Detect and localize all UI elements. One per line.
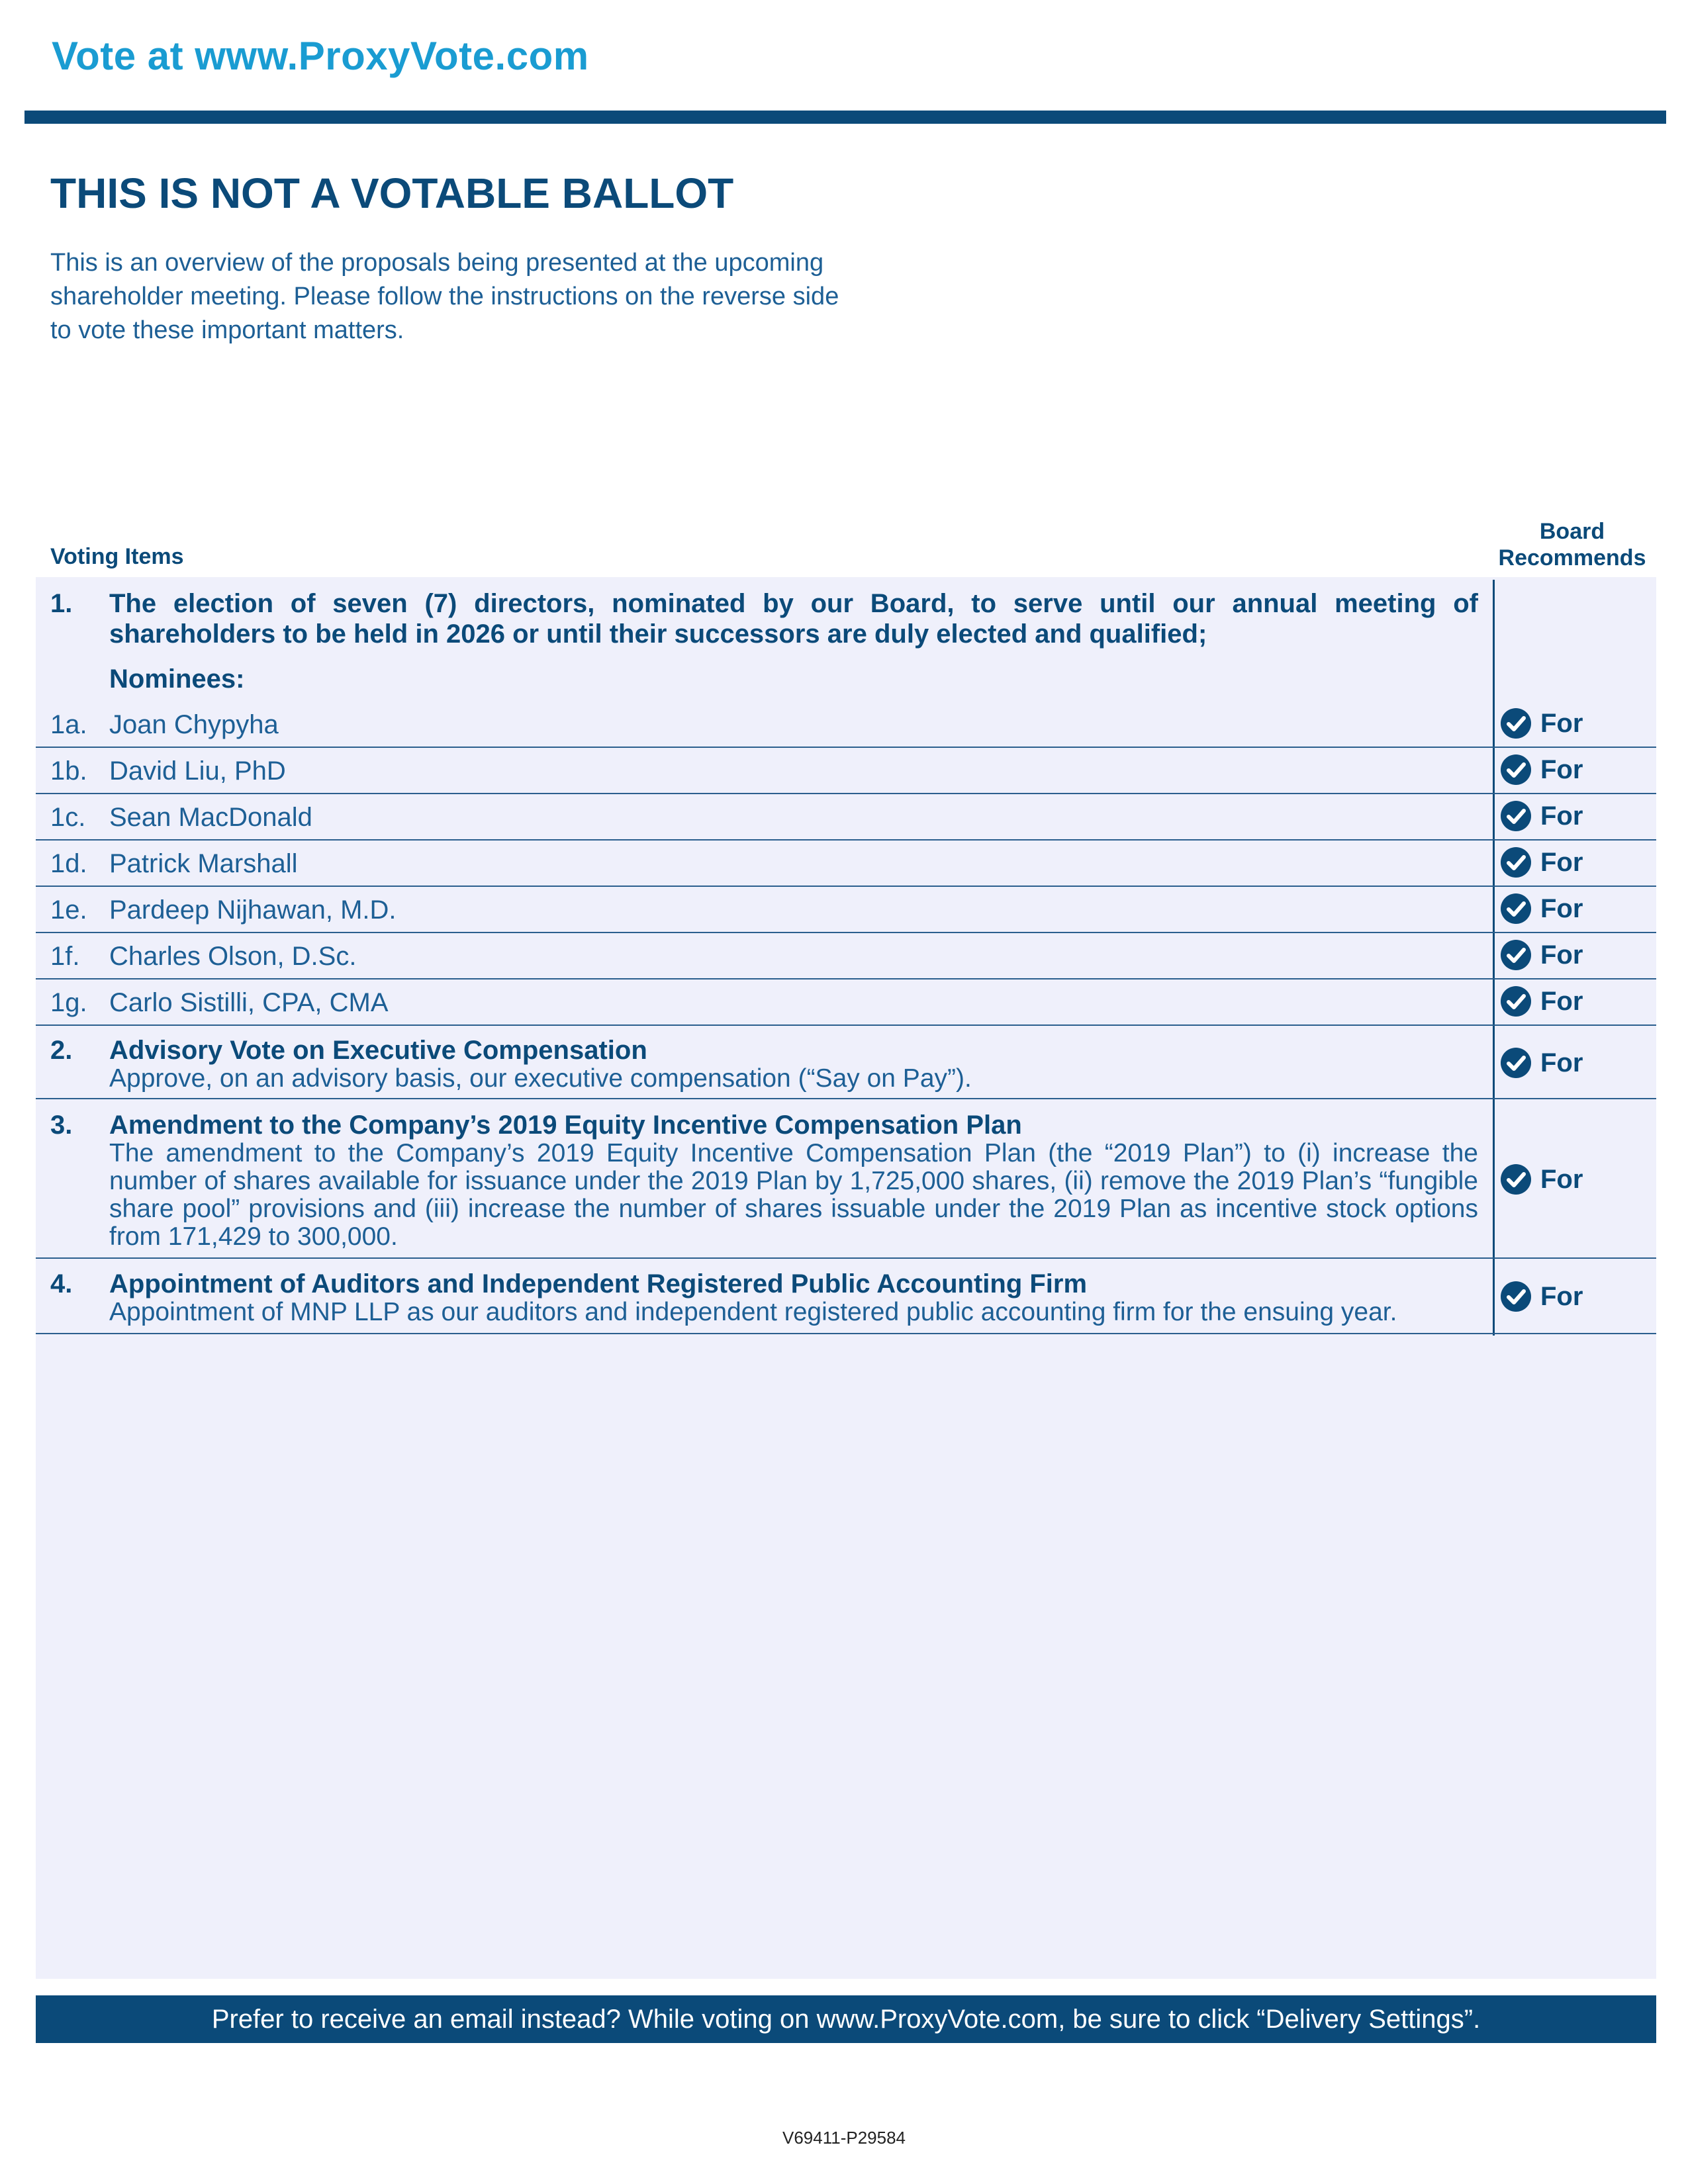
recommendation-label: For (1540, 708, 1583, 738)
recommendation-label: For (1540, 801, 1583, 831)
nominee-number: 1c. (50, 803, 86, 832)
recommendation-for (1499, 752, 1583, 787)
check-circle-icon (1499, 985, 1532, 1018)
recommendation-for (1499, 891, 1583, 926)
row-divider (36, 978, 1656, 979)
check-circle-icon (1499, 1163, 1532, 1196)
check-circle-icon (1499, 799, 1532, 833)
proposal-1-number: 1. (50, 589, 73, 618)
proposal-1-text-line1: The election of seven (7) directors, nominated by our Board, to serve until our annual meeting of (109, 589, 1478, 618)
recommendation-for (1499, 984, 1583, 1019)
recommendation-for (1499, 1162, 1583, 1197)
nominee-name: Carlo Sistilli, CPA, CMA (109, 988, 389, 1017)
nominee-name: David Liu, PhD (109, 756, 286, 786)
recommendation-label: For (1540, 893, 1583, 923)
proposal-3-content (109, 1111, 1478, 1251)
board-recommends-header (1489, 518, 1655, 571)
proposal-3-description: The amendment to the Company’s 2019 Equity Incentive Compensation Plan (the “2019 Plan”) to (i) increase the number of shares available for issuance under the 2019 Plan by 1,725,000 shares, (ii) remove the 2019 Plan’s “fungible share pool” provisions and (iii) increase the number of shares issuable under the 2019 Plan as incentive stock options from 171,429 to 300,000. (109, 1139, 1478, 1251)
row-divider (36, 747, 1656, 748)
recommendation-label: For (1540, 986, 1583, 1016)
nominee-name: Patrick Marshall (109, 849, 298, 878)
proposal-2-title: Advisory Vote on Executive Compensation (109, 1036, 647, 1065)
proposal-3-title: Amendment to the Company’s 2019 Equity Incentive Compensation Plan (109, 1111, 1022, 1140)
vote-website-link[interactable]: Vote at www.ProxyVote.com (52, 34, 589, 78)
document-code: V69411-P29584 (782, 2128, 906, 2148)
nominee-number: 1e. (50, 895, 87, 925)
proposal-4-content (109, 1269, 1478, 1326)
check-circle-icon (1499, 1280, 1532, 1313)
recommendation-label: For (1540, 1281, 1583, 1311)
recommendation-label: For (1540, 1164, 1583, 1194)
row-divider (36, 793, 1656, 794)
proposal-2-description: Approve, on an advisory basis, our executive compensation (“Say on Pay”). (109, 1064, 972, 1093)
nominee-number: 1g. (50, 988, 87, 1017)
check-circle-icon (1499, 892, 1532, 925)
check-circle-icon (1499, 753, 1532, 786)
nominees-label: Nominees: (109, 664, 245, 694)
recommendation-label: For (1540, 847, 1583, 877)
check-circle-icon (1499, 846, 1532, 879)
voting-items-header: Voting Items (50, 544, 184, 569)
proposal-2-number: 2. (50, 1036, 73, 1065)
nominee-number: 1f. (50, 942, 80, 971)
proposal-3-number: 3. (50, 1111, 73, 1140)
page-title: THIS IS NOT A VOTABLE BALLOT (50, 169, 734, 217)
row-divider (36, 1257, 1656, 1259)
recommendation-for (1499, 1046, 1583, 1080)
nominee-number: 1a. (50, 710, 87, 739)
check-circle-icon (1499, 938, 1532, 972)
nominee-name: Charles Olson, D.Sc. (109, 942, 357, 971)
check-circle-icon (1499, 1046, 1532, 1079)
recommendation-for (1499, 938, 1583, 972)
check-circle-icon (1499, 707, 1532, 740)
nominee-name: Joan Chypyha (109, 710, 279, 739)
recommendation-column-divider (1493, 580, 1495, 1336)
row-divider (36, 932, 1656, 933)
recommendation-label: For (1540, 1048, 1583, 1077)
proposal-1-text-line2: shareholders to be held in 2026 or until their successors are duly elected and qualified; (109, 619, 1207, 649)
header-divider (24, 111, 1666, 124)
recommendation-for (1499, 845, 1583, 880)
recommendation-label: For (1540, 940, 1583, 970)
nominee-number: 1d. (50, 849, 87, 878)
row-divider (36, 1024, 1656, 1026)
intro-text: This is an overview of the proposals being presented at the upcoming shareholder meeting. Please follow the instructions on the reverse side to vote these important matters. (50, 249, 839, 344)
row-divider (36, 839, 1656, 841)
email-delivery-banner: Prefer to receive an email instead? While voting on www.ProxyVote.com, be sure to click “Delivery Settings”. (36, 1995, 1656, 2043)
row-divider (36, 886, 1656, 887)
proposal-2-content (109, 1036, 1478, 1093)
board-header-line2: Recommends (1498, 545, 1646, 570)
recommendation-for (1499, 1279, 1583, 1314)
row-divider (36, 1333, 1656, 1334)
proposal-4-description: Appointment of MNP LLP as our auditors and independent registered public accounting firm for the ensuing year. (109, 1298, 1397, 1326)
recommendation-for (1499, 799, 1583, 833)
row-divider (36, 1098, 1656, 1099)
nominee-name: Pardeep Nijhawan, M.D. (109, 895, 397, 925)
recommendation-for (1499, 706, 1583, 741)
proposal-4-number: 4. (50, 1269, 73, 1298)
nominee-name: Sean MacDonald (109, 803, 312, 832)
board-header-line1: Board (1539, 519, 1605, 544)
recommendation-label: For (1540, 754, 1583, 784)
nominee-number: 1b. (50, 756, 87, 786)
proposal-4-title: Appointment of Auditors and Independent Registered Public Accounting Firm (109, 1269, 1088, 1298)
